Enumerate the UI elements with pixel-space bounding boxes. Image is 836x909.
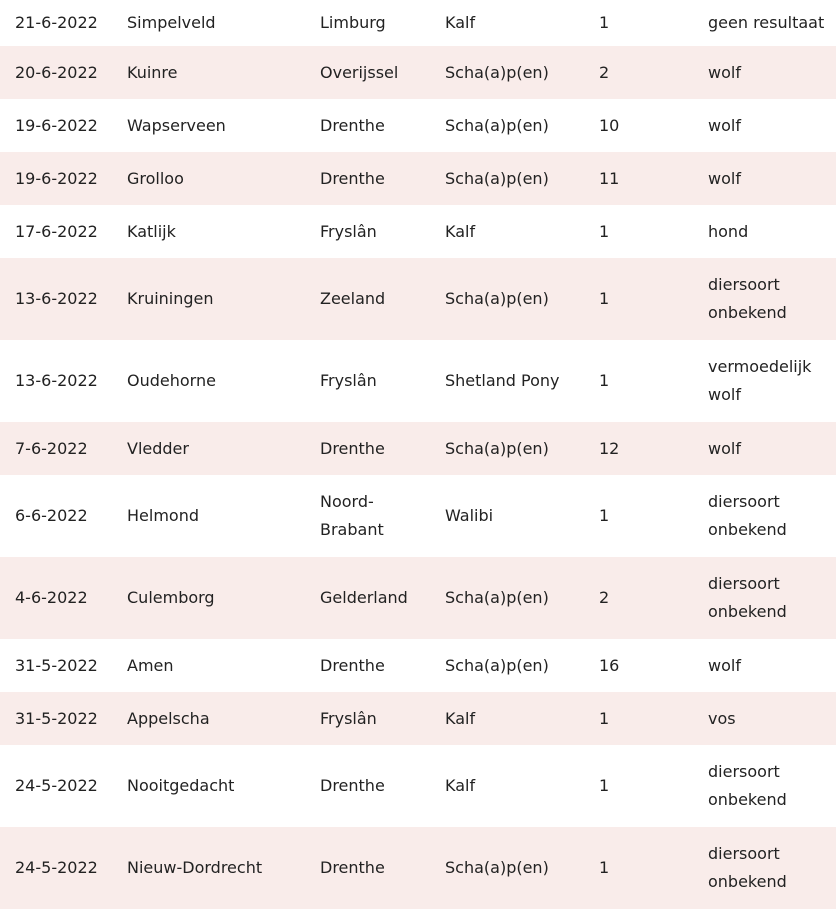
cell-date: 24-5-2022 xyxy=(15,858,98,877)
cell-result: wolf xyxy=(708,115,741,135)
cell-province: Gelderland xyxy=(320,588,408,607)
cell-place: Katlijk xyxy=(127,221,176,241)
cell-place: Grolloo xyxy=(127,168,184,188)
cell-animal: Scha(a)p(en) xyxy=(445,438,549,458)
cell-province: Fryslân xyxy=(320,221,377,241)
cell-date: 6-6-2022 xyxy=(15,506,88,525)
table-row xyxy=(0,827,836,909)
cell-count: 11 xyxy=(599,168,620,188)
cell-animal: Scha(a)p(en) xyxy=(445,115,549,135)
table-row xyxy=(0,205,836,258)
cell-result: diersoort onbekend xyxy=(708,275,787,322)
table-row xyxy=(0,340,836,422)
cell-province: Fryslân xyxy=(320,371,377,390)
table-row xyxy=(0,557,836,639)
cell-count: 10 xyxy=(599,115,620,135)
cell-count: 2 xyxy=(599,62,610,82)
cell-animal: Kalf xyxy=(445,776,476,795)
cell-result: diersoort onbekend xyxy=(708,492,787,539)
cell-province: Drenthe xyxy=(320,168,385,188)
cell-place: Appelscha xyxy=(127,708,210,728)
cell-animal: Kalf xyxy=(445,221,476,241)
cell-place: Nieuw-Dordrecht xyxy=(127,858,263,877)
cell-province: Drenthe xyxy=(320,438,385,458)
cell-date: 31-5-2022 xyxy=(15,708,98,728)
cell-place: Helmond xyxy=(127,506,199,525)
cell-result: wolf xyxy=(708,438,741,458)
cell-result: wolf xyxy=(708,62,741,82)
cell-count: 1 xyxy=(599,13,610,32)
cell-date: 20-6-2022 xyxy=(15,62,98,82)
cell-place: Oudehorne xyxy=(127,371,216,390)
table-row xyxy=(0,152,836,205)
cell-province: Drenthe xyxy=(320,115,385,135)
cell-count: 2 xyxy=(599,588,610,607)
cell-result: hond xyxy=(708,221,749,241)
cell-province: Limburg xyxy=(320,13,386,32)
cell-province: Noord-Brabant xyxy=(320,492,384,539)
cell-province: Overijssel xyxy=(320,62,399,82)
cell-result: vermoedelijk wolf xyxy=(708,357,812,404)
cell-count: 12 xyxy=(599,438,620,458)
cell-count: 1 xyxy=(599,506,610,525)
cell-animal: Scha(a)p(en) xyxy=(445,289,549,308)
cell-date: 31-5-2022 xyxy=(15,655,98,675)
cell-result: vos xyxy=(708,708,736,728)
table-row xyxy=(0,0,836,46)
cell-count: 1 xyxy=(599,221,610,241)
cell-result: diersoort onbekend xyxy=(708,574,787,621)
cell-date: 7-6-2022 xyxy=(15,438,88,458)
cell-animal: Scha(a)p(en) xyxy=(445,588,549,607)
table-row xyxy=(0,475,836,557)
cell-result: geen resultaat xyxy=(708,13,825,32)
cell-animal: Kalf xyxy=(445,708,476,728)
cell-animal: Scha(a)p(en) xyxy=(445,655,549,675)
cell-place: Amen xyxy=(127,655,174,675)
table-row xyxy=(0,639,836,692)
cell-place: Kuinre xyxy=(127,62,178,82)
cell-animal: Scha(a)p(en) xyxy=(445,62,549,82)
cell-date: 19-6-2022 xyxy=(15,168,98,188)
cell-place: Simpelveld xyxy=(127,13,216,32)
cell-place: Nooitgedacht xyxy=(127,776,235,795)
cell-count: 1 xyxy=(599,371,610,390)
table-row xyxy=(0,46,836,99)
cell-province: Drenthe xyxy=(320,655,385,675)
cell-place: Kruiningen xyxy=(127,289,214,308)
cell-date: 19-6-2022 xyxy=(15,115,98,135)
cell-count: 1 xyxy=(599,776,610,795)
table-row xyxy=(0,692,836,745)
cell-place: Culemborg xyxy=(127,588,215,607)
cell-result: wolf xyxy=(708,655,741,675)
cell-date: 24-5-2022 xyxy=(15,776,98,795)
cell-date: 17-6-2022 xyxy=(15,221,98,241)
cell-date: 13-6-2022 xyxy=(15,371,98,390)
cell-count: 1 xyxy=(599,858,610,877)
cell-animal: Shetland Pony xyxy=(445,371,560,390)
table-row xyxy=(0,99,836,152)
cell-count: 1 xyxy=(599,708,610,728)
cell-animal: Scha(a)p(en) xyxy=(445,168,549,188)
cell-animal: Kalf xyxy=(445,13,476,32)
cell-province: Fryslân xyxy=(320,708,377,728)
cell-date: 4-6-2022 xyxy=(15,588,88,607)
cell-province: Drenthe xyxy=(320,776,385,795)
table-row xyxy=(0,745,836,827)
cell-result: diersoort onbekend xyxy=(708,762,787,809)
cell-animal: Scha(a)p(en) xyxy=(445,858,549,877)
cell-count: 1 xyxy=(599,289,610,308)
cell-result: wolf xyxy=(708,168,741,188)
cell-date: 13-6-2022 xyxy=(15,289,98,308)
cell-count: 16 xyxy=(599,655,620,675)
cell-place: Wapserveen xyxy=(127,115,226,135)
cell-province: Zeeland xyxy=(320,289,386,308)
cell-result: diersoort onbekend xyxy=(708,844,787,891)
table-row xyxy=(0,258,836,340)
cell-place: Vledder xyxy=(127,438,189,458)
table-row xyxy=(0,422,836,475)
cell-animal: Walibi xyxy=(445,506,494,525)
cell-date: 21-6-2022 xyxy=(15,13,98,32)
cell-province: Drenthe xyxy=(320,858,385,877)
